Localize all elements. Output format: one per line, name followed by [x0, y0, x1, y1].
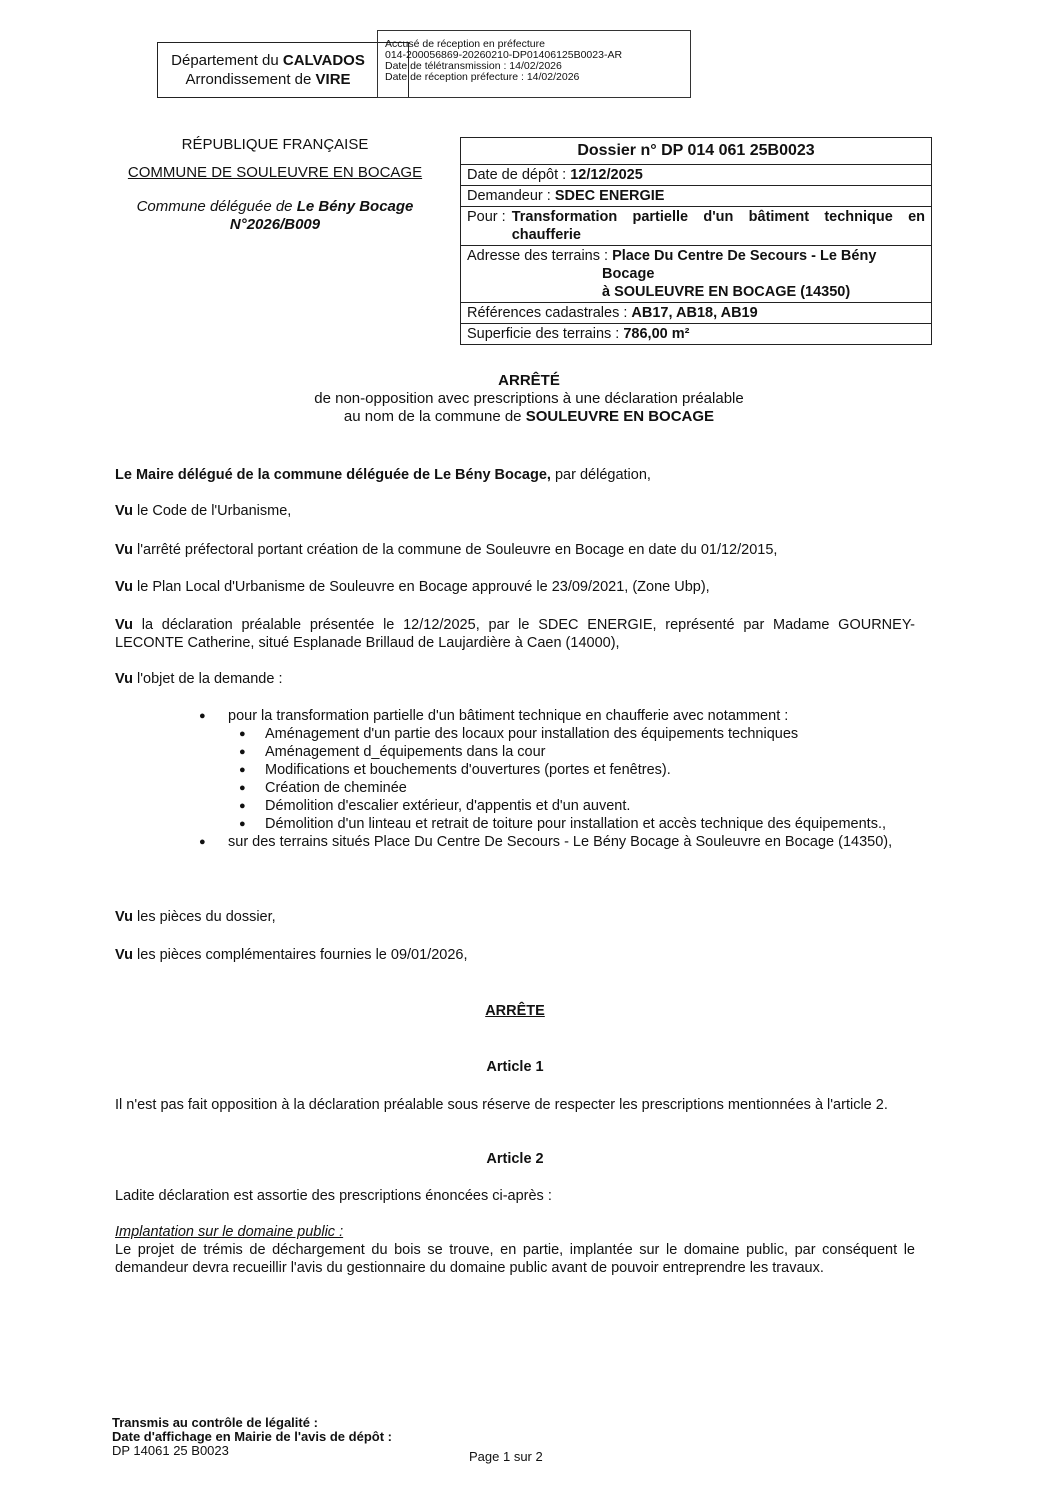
purpose: Transformation partielle d'un bâtiment technique en chaufferie: [511, 209, 925, 243]
stamp-transmission-date: Date de télétransmission : 14/02/2026: [385, 60, 562, 72]
bullet-icon: ●: [239, 782, 246, 794]
dossier-number: Dossier n° DP 014 061 25B0023: [461, 137, 931, 164]
address-line-3: à SOULEUVRE EN BOCAGE (14350): [602, 284, 851, 300]
arrondissement-name: VIRE: [315, 71, 351, 88]
list-item: ● Démolition d'escalier extérieur, d'appentis et d'un auvent.: [239, 798, 631, 814]
applicant: SDEC ENERGIE: [554, 188, 665, 204]
stamp-line: Accusé de réception en préfecture: [385, 38, 545, 50]
article-1-text: Il n'est pas fait opposition à la déclaration préalable sous réserve de respecter les prescriptions mentionnées à l'article 2.: [115, 1097, 888, 1113]
cadastral-row: Références cadastrales : AB17, AB18, AB19: [461, 302, 931, 323]
bullet-icon: ●: [239, 728, 246, 740]
footer-reference: DP 14061 25 B0023: [112, 1443, 229, 1458]
department-line: Département du CALVADOS: [171, 52, 365, 69]
consideration: Vu le Plan Local d'Urbanisme de Souleuvre en Bocage approuvé le 23/09/2021, (Zone Ubp),: [115, 579, 710, 595]
object-list: [115, 707, 915, 851]
bullet-icon: ●: [199, 710, 206, 722]
decree-title: [0, 372, 1058, 426]
department-name: CALVADOS: [282, 52, 365, 69]
issuer-header: [95, 136, 455, 234]
decree-heading: ARRÊTE: [485, 1003, 545, 1019]
applicant-row: Demandeur : SDEC ENERGIE: [461, 185, 931, 206]
list-item: ● pour la transformation partielle d'un bâtiment technique en chaufferie avec notamment : ● Aménagement d'un partie des locaux pour installation des équipements techniques ● Aménagement d_équipements dans la cour ● Modifications et bouchements d'ouvertures (portes et fenêtres). ● Création de cheminée ● Démolition d'escalier extérieur, d'appentis et d'un auvent. ● Démolition d'un linteau et retrait de toiture pour installation et accès technique des équipements.,: [115, 707, 915, 833]
filing-date-row: Date de dépôt : 12/12/2025: [461, 164, 931, 185]
article-2-intro: Ladite déclaration est assortie des prescriptions énoncées ci-après :: [115, 1188, 552, 1204]
stamp-reference: 014-200056869-20260210-DP01406125B0023-AR: [385, 49, 623, 61]
consideration: Vu le Code de l'Urbanisme,: [115, 503, 292, 519]
decree-title-subtitle: de non-opposition avec prescriptions à une déclaration préalable: [314, 390, 744, 407]
bullet-icon: ●: [239, 800, 246, 812]
posting-date: Date d'affichage en Mairie de l'avis de dépôt :: [112, 1429, 392, 1444]
article-2-title: Article 2: [486, 1151, 544, 1167]
article-1-title: Article 1: [486, 1059, 544, 1075]
decree-number: N°2026/B009: [229, 216, 321, 233]
consideration: Vu l'arrêté préfectoral portant création de la commune de Souleuvre en Bocage en date du 01/12/2015,: [115, 542, 778, 558]
republic-heading: RÉPUBLIQUE FRANÇAISE: [181, 136, 369, 153]
department-box: [157, 42, 409, 98]
filing-date: 12/12/2025: [570, 167, 643, 183]
bullet-icon: ●: [239, 746, 246, 758]
prefecture-receipt-stamp: [377, 30, 691, 98]
bullet-icon: ●: [199, 836, 206, 848]
page-number: Page 1 sur 2: [469, 1449, 543, 1464]
prescription-heading: Implantation sur le domaine public :: [115, 1224, 344, 1240]
commune-heading: COMMUNE DE SOULEUVRE EN BOCAGE: [127, 164, 423, 181]
address-line-2: Bocage: [602, 266, 655, 282]
bullet-icon: ●: [239, 818, 246, 830]
consideration: Vu la déclaration préalable présentée le 12/12/2025, par le SDEC ENERGIE, représenté par Madame GOURNEY-LECONTE Catherine, situé Esplanade Brillaud de Laujardière à Caen (14000),: [115, 617, 915, 651]
list-item: ● Démolition d'un linteau et retrait de toiture pour installation et accès technique des équipements.,: [239, 816, 887, 832]
prescription-text: Le projet de trémis de déchargement du bois se trouve, en partie, implantée sur le domaine public, par conséquent le demandeur devra recueillir l'avis du gestionnaire du domaine public avant de pouvoir entreprendre les travaux.: [115, 1242, 915, 1276]
area-row: Superficie des terrains : 786,00 m²: [461, 323, 931, 344]
purpose-row: Pour : Transformation partielle d'un bâtiment technique en chaufferie: [461, 206, 931, 245]
cadastral-references: AB17, AB18, AB19: [631, 305, 758, 321]
prescription: [115, 1223, 915, 1277]
list-item: ● Création de cheminée: [239, 780, 407, 796]
address-line-1: Place Du Centre De Secours - Le Bény: [612, 248, 877, 264]
delegated-commune: Commune déléguée de Le Bény Bocage: [136, 198, 414, 215]
mayor-statement: Le Maire délégué de la commune déléguée de Le Bény Bocage, par délégation,: [115, 467, 651, 483]
decree-title-heading: ARRÊTÉ: [498, 372, 560, 389]
list-item: ● Aménagement d'un partie des locaux pour installation des équipements techniques: [239, 726, 799, 742]
list-item: ● Modifications et bouchements d'ouvertures (portes et fenêtres).: [239, 762, 671, 778]
bullet-icon: ●: [239, 764, 246, 776]
consideration: Vu les pièces complémentaires fournies le 09/01/2026,: [115, 947, 468, 963]
consideration: Vu les pièces du dossier,: [115, 909, 276, 925]
list-item: ● sur des terrains situés Place Du Centre De Secours - Le Bény Bocage à Souleuvre en Bocage (14350),: [199, 834, 893, 850]
arrondissement-line: Arrondissement de VIRE: [185, 71, 351, 88]
list-item: ● Aménagement d_équipements dans la cour: [239, 744, 546, 760]
legality-transmission: Transmis au contrôle de légalité :: [112, 1415, 318, 1430]
stamp-reception-date: Date de réception préfecture : 14/02/2026: [385, 71, 580, 83]
dossier-summary-table: [460, 137, 932, 345]
address-row: Adresse des terrains : Place Du Centre De Secours - Le Bény Bocage à SOULEUVRE EN BOCAGE (14350): [461, 245, 931, 302]
land-area: 786,00 m²: [623, 326, 690, 342]
decree-title-commune: au nom de la commune de SOULEUVRE EN BOCAGE: [343, 408, 715, 425]
consideration: Vu l'objet de la demande :: [115, 671, 283, 687]
